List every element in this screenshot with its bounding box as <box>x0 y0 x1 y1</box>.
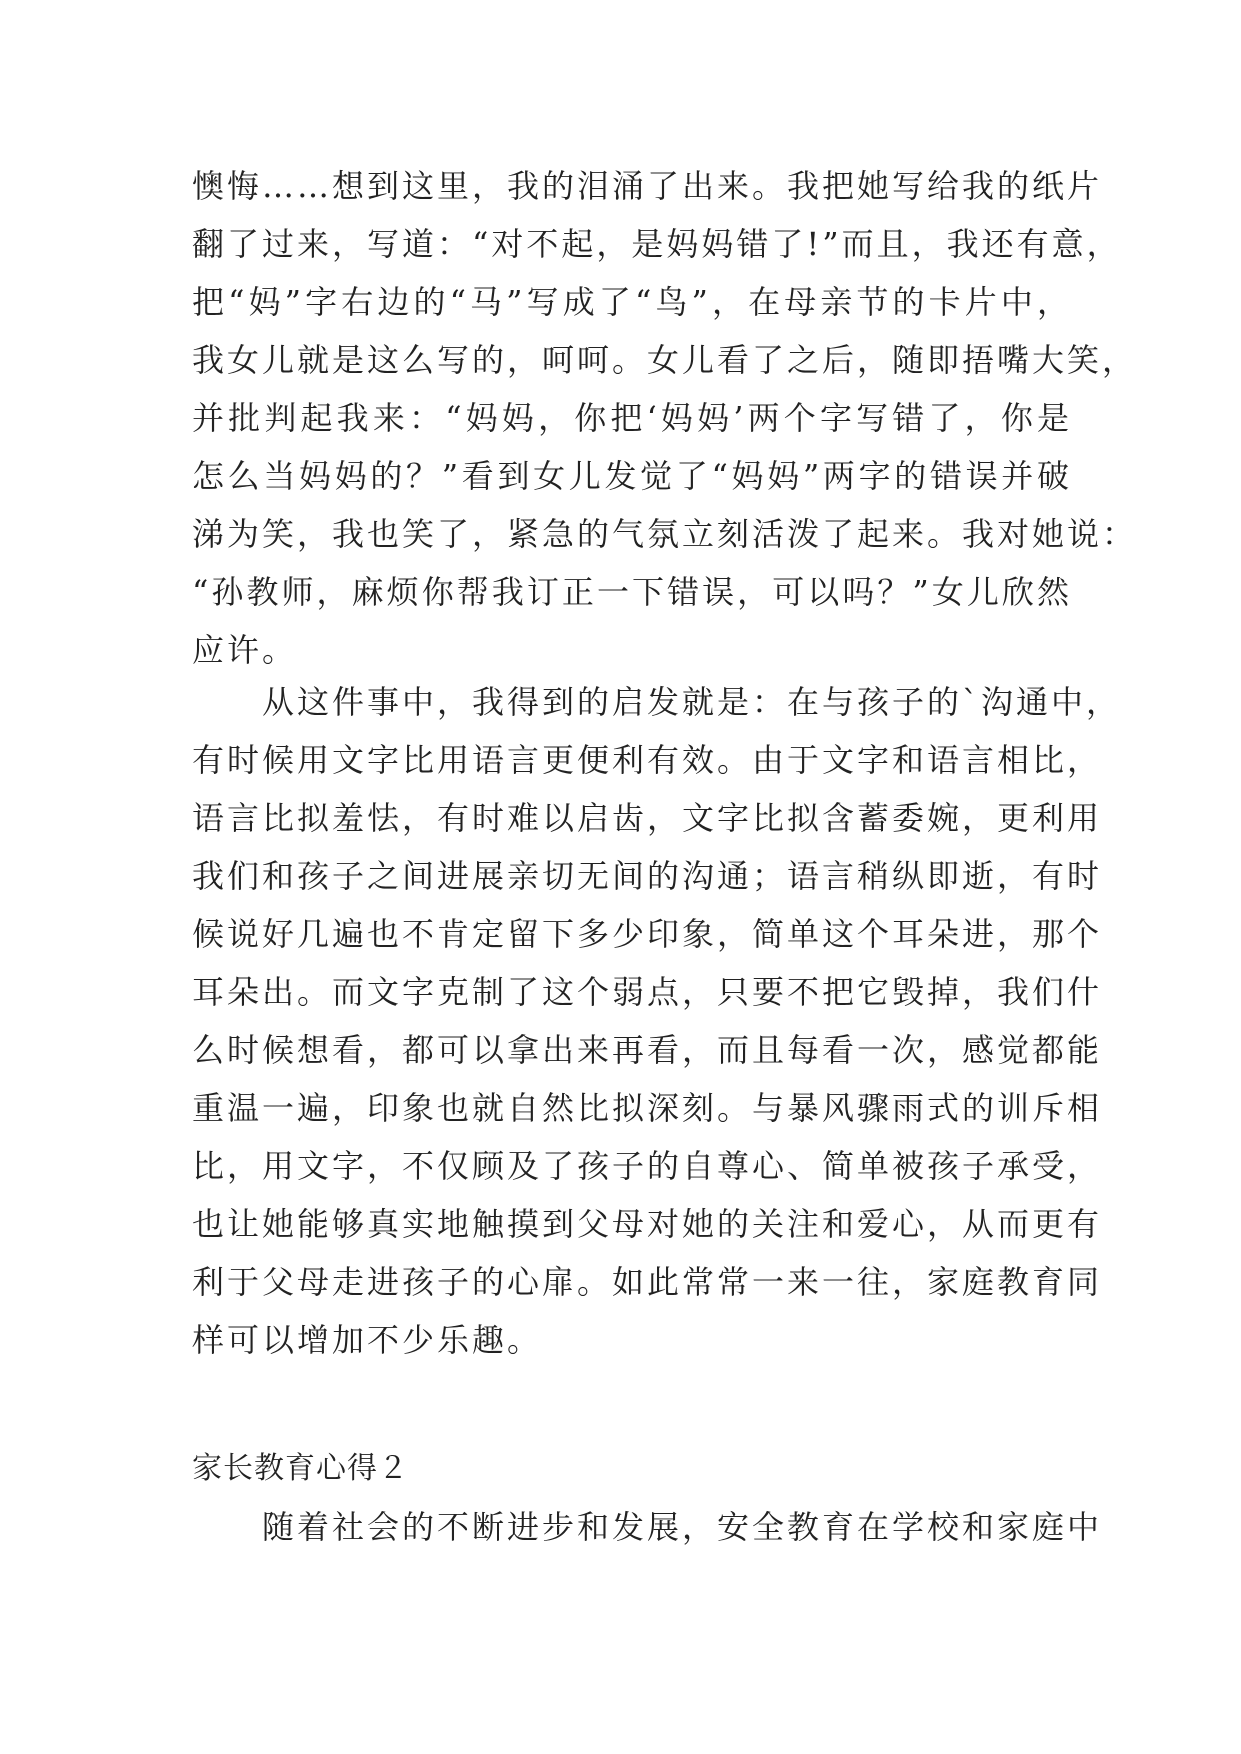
paragraph-line: 比，用文字，不仅顾及了孩子的自尊心、简单被孩子承受， <box>192 1147 1103 1185</box>
section-heading: 家长教育心得２ <box>192 1451 409 1486</box>
paragraph-line: “孙教师，麻烦你帮我订正一下错误，可以吗？”女儿欣然 <box>192 573 1072 611</box>
paragraph-line: 应许。 <box>192 631 298 669</box>
paragraph-2 <box>192 673 1122 1369</box>
paragraph-line: 我女儿就是这么写的，呵呵。女儿看了之后，随即捂嘴大笑， <box>192 341 1138 379</box>
paragraph-line: 语言比拟羞怯，有时难以启齿，文字比拟含蓄委婉，更利用 <box>192 799 1103 837</box>
paragraph-line: 重温一遍，印象也就自然比拟深刻。与暴风骤雨式的训斥相 <box>192 1089 1103 1127</box>
paragraph-line: 也让她能够真实地触摸到父母对她的关注和爱心，从而更有 <box>192 1205 1103 1243</box>
paragraph-line: 懊悔……想到这里，我的泪涌了出来。我把她写给我的纸片 <box>192 167 1103 205</box>
paragraph-line: 样可以增加不少乐趣。 <box>192 1321 543 1359</box>
paragraph-line: 把“妈”字右边的“马”写成了“鸟”，在母亲节的卡片中， <box>192 283 1072 321</box>
paragraph-line: 怎么当妈妈的？”看到女儿发觉了“妈妈”两字的错误并破 <box>192 457 1072 495</box>
paragraph-line: 利于父母走进孩子的心扉。如此常常一来一往，家庭教育同 <box>192 1263 1103 1301</box>
paragraph-1 <box>192 157 1138 679</box>
paragraph-line: 么时候想看，都可以拿出来再看，而且每看一次，感觉都能 <box>192 1031 1103 1069</box>
paragraph-line: 有时候用文字比用语言更便利有效。由于文字和语言相比， <box>192 741 1103 779</box>
paragraph-line: 从这件事中，我得到的启发就是：在与孩子的`沟通中， <box>262 683 1122 721</box>
paragraph-3 <box>192 1498 1103 1556</box>
paragraph-line: 我们和孩子之间进展亲切无间的沟通；语言稍纵即逝，有时 <box>192 857 1103 895</box>
paragraph-line: 候说好几遍也不肯定留下多少印象，简单这个耳朵进，那个 <box>192 915 1103 953</box>
paragraph-line: 涕为笑，我也笑了，紧急的气氛立刻活泼了起来。我对她说： <box>192 515 1138 553</box>
paragraph-line: 耳朵出。而文字克制了这个弱点，只要不把它毁掉，我们什 <box>192 973 1103 1011</box>
paragraph-line: 随着社会的不断进步和发展，安全教育在学校和家庭中 <box>262 1508 1103 1546</box>
paragraph-line: 翻了过来，写道：“对不起，是妈妈错了!”而且，我还有意， <box>192 225 1122 263</box>
paragraph-line: 并批判起我来：“妈妈，你把‘妈妈’两个字写错了，你是 <box>192 399 1072 437</box>
